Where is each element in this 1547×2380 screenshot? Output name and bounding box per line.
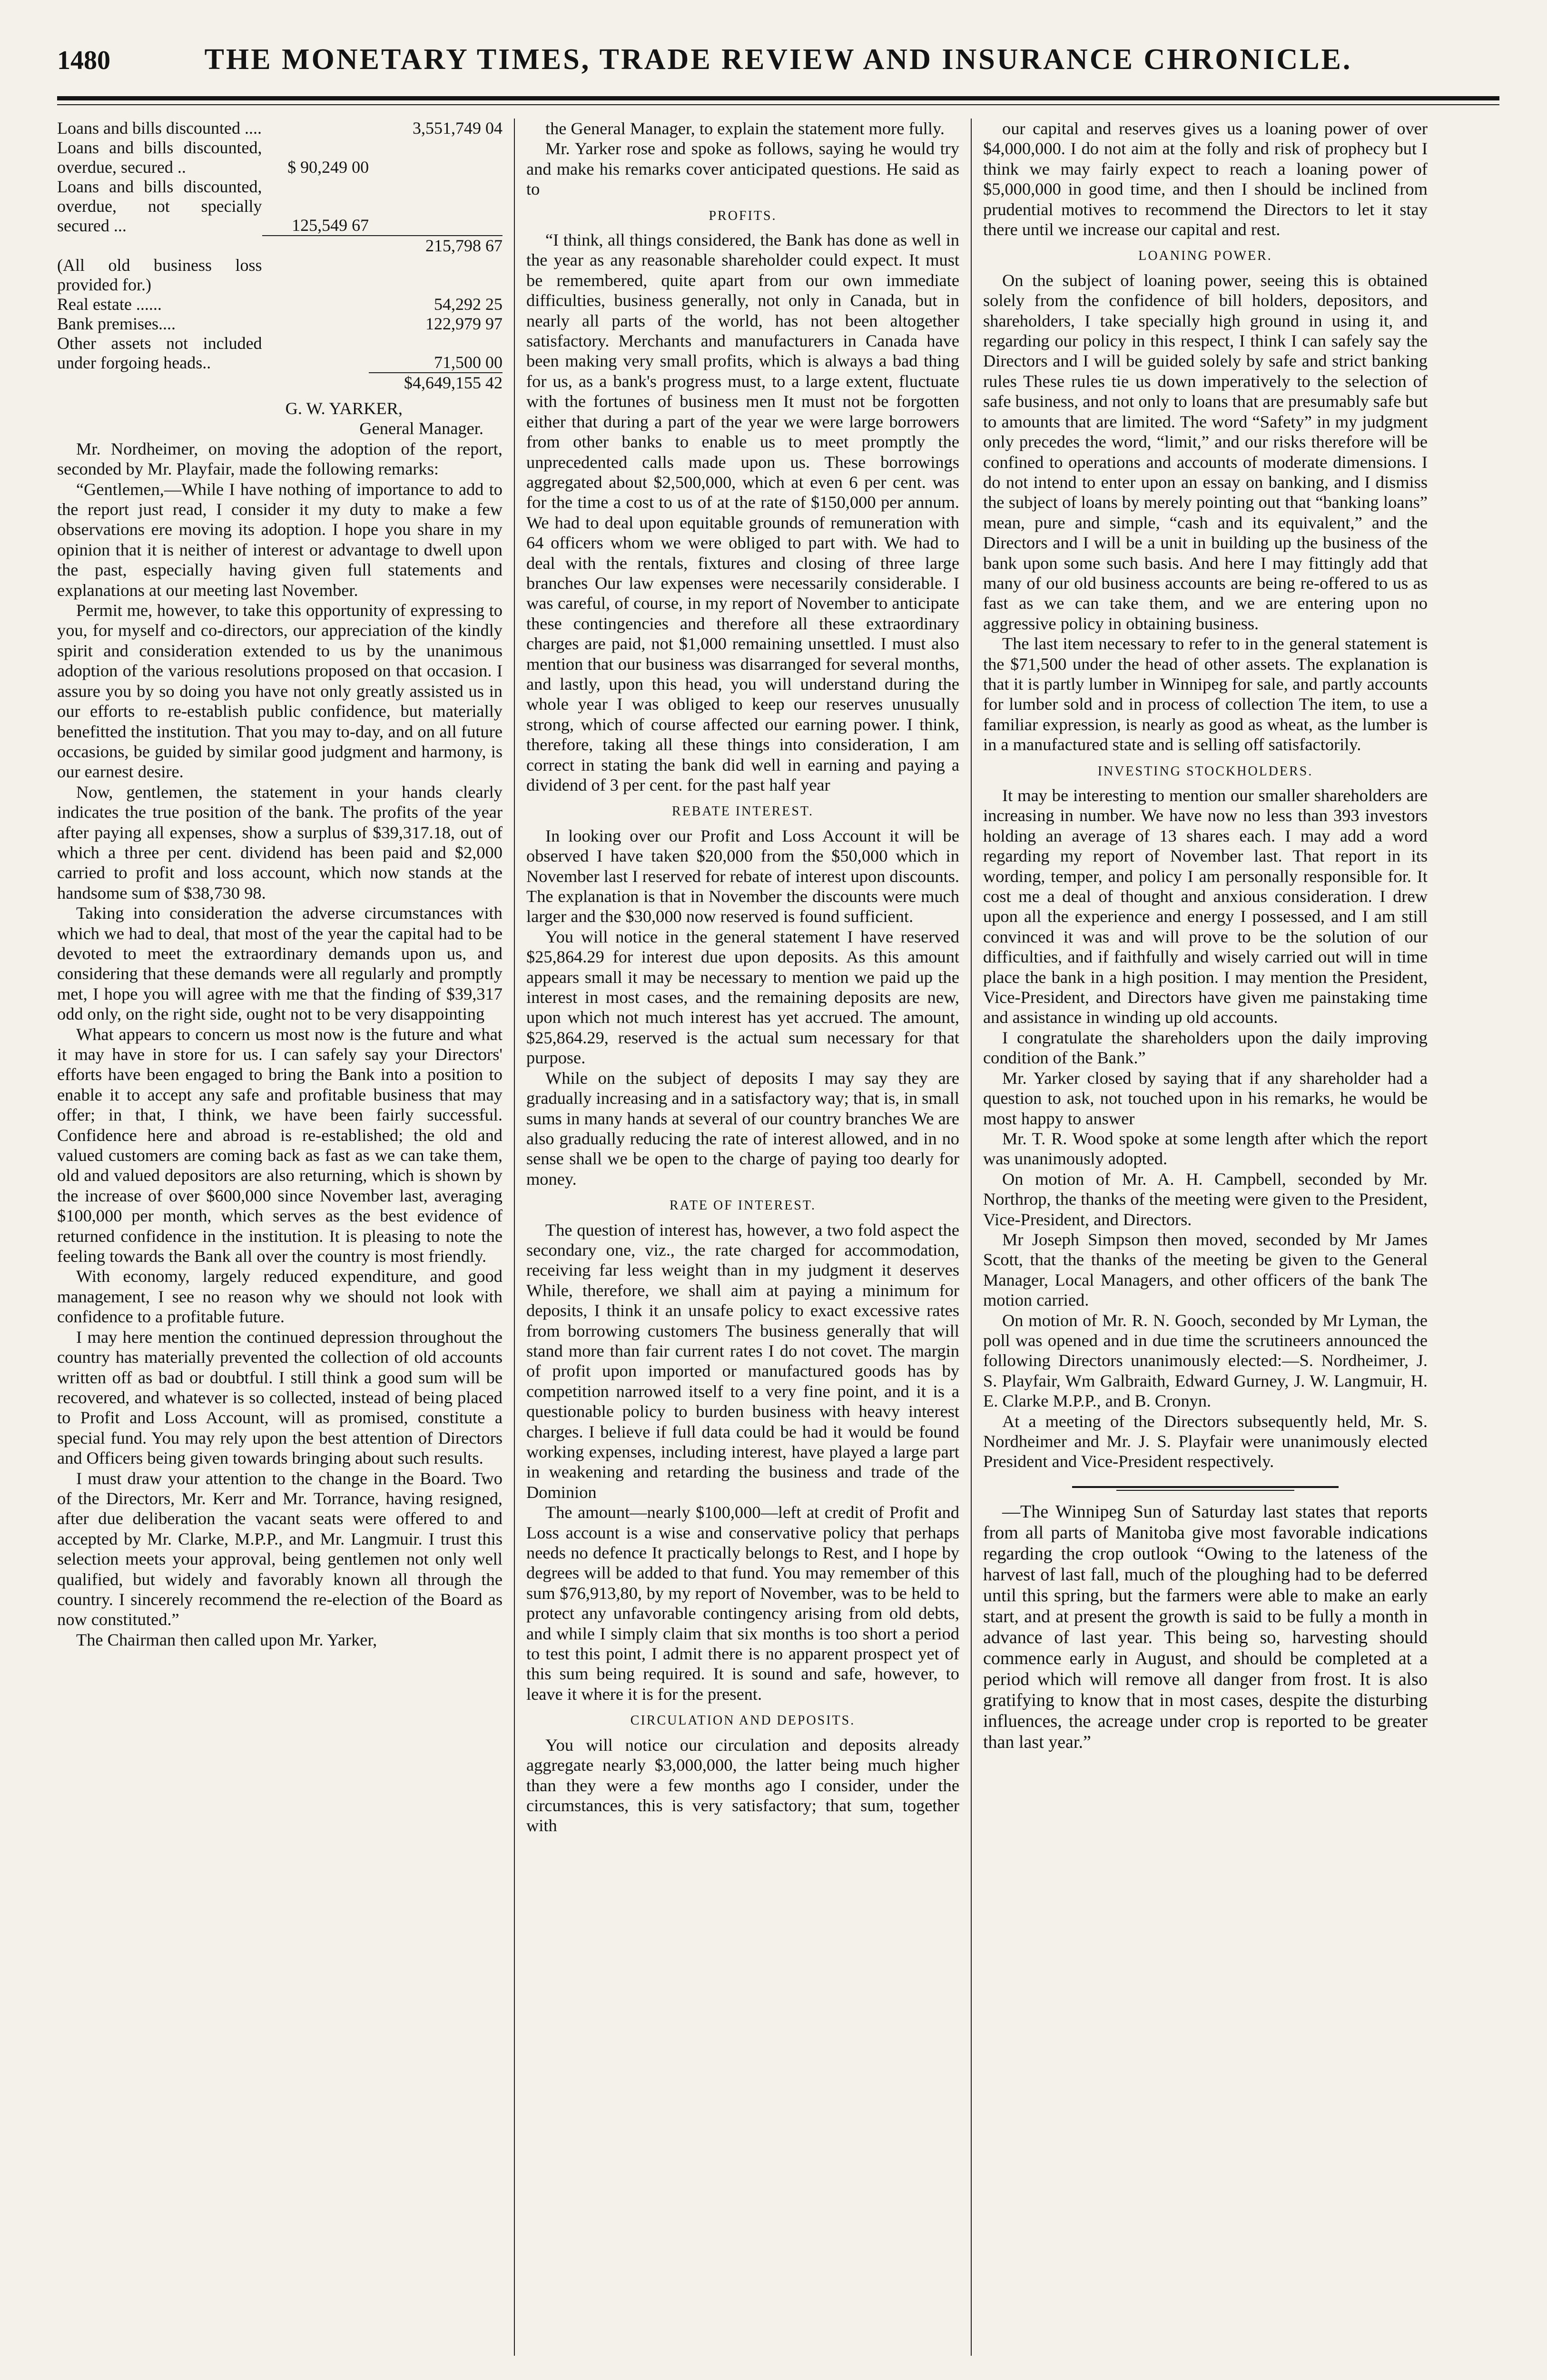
statement-label: Loans and bills discounted, overdue, not specially secured ...	[57, 177, 262, 235]
paragraph: The Chairman then called upon Mr. Yarker,	[76, 1630, 377, 1649]
paragraph: our capital and reserves gives us a loaning power of over $4,000,000. I do not aim at the folly and risk of prophecy but I think we may fairly expect to reach a loaning power of $5,000,000 in good time, and then I should be inclined from prudential motives to recommend the Directors to let it stay there until we increase our capital and rest.	[983, 119, 1428, 239]
statement-amount: 122,979 97	[425, 314, 503, 333]
section-heading: RATE OF INTEREST.	[670, 1198, 816, 1213]
paragraph: I must draw your attention to the change in the Board. Two of the Directors, Mr. Kerr and Mr. Torrance, having resigned, after due deliberation the vacant seats were offered to and accepted by Mr. Clarke, M.P.P., and Mr. Langmuir. I trust this selection meets your approval, being gentlemen not only well qualified, but widely and favorably known all through the country. I sincerely recommend the re-election of the Board as now constituted.”	[57, 1468, 503, 1629]
paragraph: Mr. Nordheimer, on moving the adoption of the report, seconded by Mr. Playfair, made the following remarks:	[57, 439, 503, 479]
statement-amount: $4,649,155 42	[369, 373, 503, 393]
column-2	[514, 119, 971, 2356]
header-rule-thin	[57, 104, 1499, 105]
paragraph: “I think, all things considered, the Bank has done as well in the year as any reasonable shareholder could expect. It must be remembered, quite apart from our own immediate difficulties, business generally, not only in Canada, but in nearly all parts of the world, has not been altogether satisfactory. Merchants and manufacturers in Canada have been making very small profits, which is always a bad thing for us, as a bank's progress must, to a large extent, fluctuate with the fortunes of business men It must not be forgotten either that during a part of the year we were large borrowers from other banks to enable us to meet promptly the unprecedented calls made upon us. These borrowings aggregated about $2,500,000, which at even 6 per cent. was for the time a cost to us of at the rate of $150,000 per annum. We had to deal upon equitable grounds of remuneration with 64 officers whom we were obliged to part with. We had to deal with the rentals, fixtures and closing of three large branches Our law expenses were necessarily considerable. I was careful, of course, in my report of November to anticipate these contingencies and therefore all these extraordinary charges are paid, not $1,000 remaining unsettled. I must also mention that our business was disarranged for several months, and lastly, upon this head, you will understand during the whole year I was obliged to keep our reserves unusually strong, which of course affected our earning power. I think, therefore, taking all these things into consideration, I am correct in stating the bank did well in earning and paying a dividend of 3 per cent. for the past half year	[526, 230, 959, 794]
statement-amount-inner	[262, 314, 369, 334]
section-heading: CIRCULATION AND DEPOSITS.	[630, 1713, 856, 1728]
paragraph: It may be interesting to mention our smaller shareholders are increasing in number. We have now no less than 393 investors holding an average of 13 shares each. I may add a word regarding my report of November last. That report in its wording, temper, and policy I am personally responsible for. It cost me a deal of thought and anxious consideration. I drew upon all the experience and energy I possessed, and I am still convinced it was and will prove to be the solution of our difficulties, and if faithfully and wisely carried out will in time place the bank in a high position. I may mention the President, Vice-President, and Directors have given me painstaking time and assistance in winding up old accounts.	[983, 786, 1428, 1027]
paragraph: the General Manager, to explain the statement more fully.	[545, 119, 945, 138]
signature-title: General Manager.	[359, 419, 483, 438]
paragraph: Mr Joseph Simpson then moved, seconded by Mr James Scott, that the thanks of the meeting be given to the General Manager, Local Managers, and other officers of the bank The motion carried.	[983, 1230, 1428, 1310]
paragraph: With economy, largely reduced expenditure, and good management, I see no reason why we should not look with confidence to a profitable future.	[57, 1267, 503, 1327]
statement-amount-inner	[262, 256, 369, 295]
paragraph: On motion of Mr. R. N. Gooch, seconded by Mr Lyman, the poll was opened and in due time the scrutineers announced the following Directors unanimously elected:—S. Nordheimer, J. S. Playfair, Wm Galbraith, Edward Gurney, J. W. Langmuir, H. E. Clarke M.P.P., and B. Cronyn.	[983, 1310, 1428, 1411]
statement-label	[57, 236, 262, 256]
news-separator-rule-thin	[1116, 1490, 1294, 1491]
statement-row	[57, 236, 503, 256]
statement-amount-inner	[262, 373, 369, 393]
section-heading: LOANING POWER.	[1138, 248, 1272, 264]
statement-amount-inner: 125,549 67	[262, 177, 369, 236]
paragraph: Mr. T. R. Wood spoke at some length after which the report was unanimously adopted.	[983, 1129, 1428, 1169]
statement-amount: 215,798 67	[369, 236, 503, 256]
statement-label: (All old business loss provided for.)	[57, 256, 262, 294]
statement-label: Other assets not included under forgoing heads..	[57, 334, 262, 372]
paragraph: You will notice in the general statement I have reserved $25,864.29 for interest due upon deposits. As this amount appears small it may be necessary to mention we paid up the interest in most cases, and the remaining deposits are new, upon which not much interest has yet accrued. The amount, $25,864.29, reserved is the actual sum necessary for that purpose.	[526, 927, 959, 1068]
paragraph: Mr. Yarker closed by saying that if any shareholder had a question to ask, not touched upon in his remarks, he would be most happy to answer	[983, 1068, 1428, 1128]
section-heading: PROFITS.	[709, 208, 777, 223]
page-header	[57, 43, 1499, 90]
paragraph: On motion of Mr. A. H. Campbell, seconded by Mr. Northrop, the thanks of the meeting were given to the President, Vice-President, and Directors.	[983, 1169, 1428, 1229]
paragraph: Mr. Yarker rose and spoke as follows, saying he would try and make his remarks cover anticipated questions. He said as to	[526, 139, 959, 199]
statement-row	[57, 373, 503, 393]
statement-row	[57, 177, 503, 236]
column-1	[57, 119, 514, 2356]
signature-name: G. W. YARKER,	[285, 399, 403, 418]
column-2-text	[526, 119, 959, 1836]
paragraph: Permit me, however, to take this opportunity of expressing to you, for myself and co-directors, our appreciation of the kindly spirit and consideration extended to us by the unanimous adoption of the various resolutions proposed on that occasion. I assure you by so doing you have not only greatly assisted us in our efforts to re-establish public confidence, but materially benefitted the institution. That you may to-day, and on all future occasions, be guided by similar good judgment and harmony, is our earnest desire.	[57, 601, 503, 782]
statement-row	[57, 138, 503, 177]
statement-label: Loans and bills discounted, overdue, secured ..	[57, 138, 262, 177]
statement-label	[57, 373, 262, 393]
statement-amount-inner	[262, 295, 369, 314]
statement-amount-inner	[262, 334, 369, 373]
column-3-text	[983, 119, 1428, 1472]
section-heading: INVESTING STOCKHOLDERS.	[1097, 764, 1313, 779]
paragraph: Taking into consideration the adverse circumstances with which we had to deal, that most of the year the capital had to be devoted to meet the extraordinary demands upon us, and considering that these demands were all regularly and promptly met, I hope you will agree with me that the finding of $39,317 odd only, on the right side, ought not to be very disappointing	[57, 903, 503, 1024]
paragraph: You will notice our circulation and deposits already aggregate nearly $3,000,000, the latter being much higher than they were a few months ago I consider, under the circumstances, this is very satisfactory; that sum, together with	[526, 1735, 959, 1835]
running-head: THE MONETARY TIMES, TRADE REVIEW AND INSURANCE CHRONICLE.	[204, 43, 1352, 76]
paragraph: The last item necessary to refer to in the general statement is the $71,500 under the head of other assets. The explanation is that it is partly lumber in Winnipeg for sale, and partly accounts for lumber sold and in process of collection The item, to use a familiar expression, is nearly as good as wheat, as the lumber is in a manufactured state and is selling off satisfactorily.	[983, 634, 1428, 754]
column-3	[971, 119, 1428, 2356]
news-separator-rule	[1072, 1486, 1339, 1488]
page-number: 1480	[57, 46, 110, 75]
columns	[57, 119, 1499, 2356]
statement-row	[57, 314, 503, 334]
news-item-text: —The Winnipeg Sun of Saturday last states that reports from all parts of Manitoba give most favorable indications regarding the crop outlook “Owing to the lateness of the harvest of last fall, much of the ploughing had to be deferred until this spring, but the farmers were able to make an early start, and at present the growth is said to be fully a month in advance of last year. This being so, harvesting should commence early in August, and should be completed at a period which will remove all danger from frost. It is also gratifying to know that in most cases, despite the disturbing influences, the acreage under crop is reported to be greater than last year.”	[983, 1501, 1428, 1752]
statement-row	[57, 295, 503, 314]
paragraph: In looking over our Profit and Loss Account it will be observed I have taken $20,000 from the $50,000 which in November last I reserved for rebate of interest upon discounts. The explanation is that in November the discounts were much larger and the $30,000 now reserved is found sufficient.	[526, 826, 959, 926]
paragraph: The amount—nearly $100,000—left at credit of Profit and Loss account is a wise and conservative policy that perhaps needs no defence It practically belongs to Rest, and I hope by degrees will be added to that fund. You may remember of this sum $76,913,80, by my report of November, was to be held to protect any unfavorable contingency arising from old debts, and while I simply claim that six months is too short a period to test this point, I admit there is no apparent prospect yet of this sum being required. It is sound and safe, however, to leave it where it is for the present.	[526, 1503, 959, 1704]
statement-row	[57, 334, 503, 373]
statement-amount: 71,500 00	[434, 353, 503, 372]
paragraph: I congratulate the shareholders upon the daily improving condition of the Bank.”	[983, 1028, 1428, 1068]
financial-statement	[57, 119, 503, 393]
paragraph: The question of interest has, however, a two fold aspect the secondary one, viz., the rate charged for accommodation, receiving far less weight than in my judgment it deserves While, therefore, we shall aim at paying a minimum for deposits, I think it an unsafe policy to exact excessive rates from borrowing customers The business generally that will stand more than fair current rates I do not covet. The margin of profit upon imported or manufactured goods has by competition narrowed itself to a very fine point, and it is a questionable policy to burden business with heavy interest charges. I believe if full data could be had it would be found working expenses, including interest, have played a large part in weakening and retarding the business and trade of the Dominion	[526, 1220, 959, 1502]
paragraph: I may here mention the continued depression throughout the country has materially prevented the collection of old accounts written off as bad or doubtful. I still think a good sum will be recovered, and whatever is so collected, instead of being placed to Profit and Loss Account, will as promised, constitute a special fund. You may rely upon the best attention of Directors and Officers being given towards bringing about such results.	[57, 1327, 503, 1468]
paragraph: At a meeting of the Directors subsequently held, Mr. S. Nordheimer and Mr. J. S. Playfair were unanimously elected President and Vice-President respectively.	[983, 1411, 1428, 1471]
paragraph: “Gentlemen,—While I have nothing of importance to add to the report just read, I consider it my duty to make a few observations ere moving its adoption. I hope you share in my opinion that it is neither of interest or advantage to dwell upon the past, especially having given full statements and explanations at our meeting last November.	[57, 479, 503, 600]
paragraph: What appears to concern us most now is the future and what it may have in store for us. I can safely say your Directors' efforts have been engaged to bring the Bank into a position to enable it to accept any safe and profitable business that may offer; in that, I think, we have been fairly successful. Confidence here and abroad is re-established; the old and valued customers are coming back as fast as we can take them, old and valued depositors are also returning, which is shown by the increase of over $600,000 since November last, averaging $100,000 per month, which serves as the best evidence of returned confidence in the institution. It is pleasing to note the feeling towards the Bank all over the country is most friendly.	[57, 1024, 503, 1266]
paragraph: On the subject of loaning power, seeing this is obtained solely from the confidence of bill holders, depositors, and shareholders, I take specially high ground in using it, and regarding our policy in this respect, I think I can safely say the Directors and I will be guided solely by safe and strict banking rules These rules tie us down imperatively to the selection of safe business, and not only to loans that are presumably safe but to amounts that are limited. The word “Safety” in my judgment only precedes the word, “limit,” and our risks therefore will be confined to operations and accounts of moderate dimensions. I do not intend to enter upon an essay on banking, and I dismiss the subject of loans by merely pointing out that “banking loans” mean, pure and simple, “cash and its equivalent,” and the Directors and I will be a unit in building up the business of the bank upon some such basis. And here I may fittingly add that many of our old business accounts are being re-offered to us as fast as we can take them, and we are entering upon no aggressive policy in obtaining business.	[983, 270, 1428, 633]
statement-amount: 54,292 25	[434, 295, 503, 314]
paragraph: Now, gentlemen, the statement in your hands clearly indicates the true position of the bank. The profits of the year after paying all expenses, show a surplus of $39,317.18, out of which a three per cent. dividend has been paid and $2,000 carried to profit and loss account, which now stands at the handsome sum of $38,730 98.	[57, 782, 503, 902]
statement-label: Loans and bills discounted ....	[57, 119, 262, 138]
header-rule	[57, 96, 1499, 100]
statement-amount-inner	[262, 119, 369, 138]
statement-amount	[369, 177, 503, 236]
signature-block	[57, 398, 503, 439]
statement-amount	[369, 138, 503, 177]
statement-label: Real estate ......	[57, 295, 162, 314]
statement-amount: 3,551,749 04	[413, 119, 503, 138]
news-item	[983, 1501, 1428, 1753]
statement-amount-inner	[262, 236, 369, 256]
statement-amount-inner: $ 90,249 00	[287, 158, 369, 177]
statement-label: Bank premises....	[57, 314, 176, 333]
section-heading: REBATE INTEREST.	[672, 804, 814, 819]
statement-row	[57, 256, 503, 295]
paragraph: While on the subject of deposits I may say they are gradually increasing and in a satisfactory way; that is, in small sums in many hands at several of our country branches We are also gradually reducing the rate of interest allowed, and in no sense shall we be open to the charge of paying too dearly for money.	[526, 1068, 959, 1189]
statement-amount	[369, 256, 503, 295]
column-1-text	[57, 439, 503, 1650]
statement-row	[57, 119, 503, 138]
